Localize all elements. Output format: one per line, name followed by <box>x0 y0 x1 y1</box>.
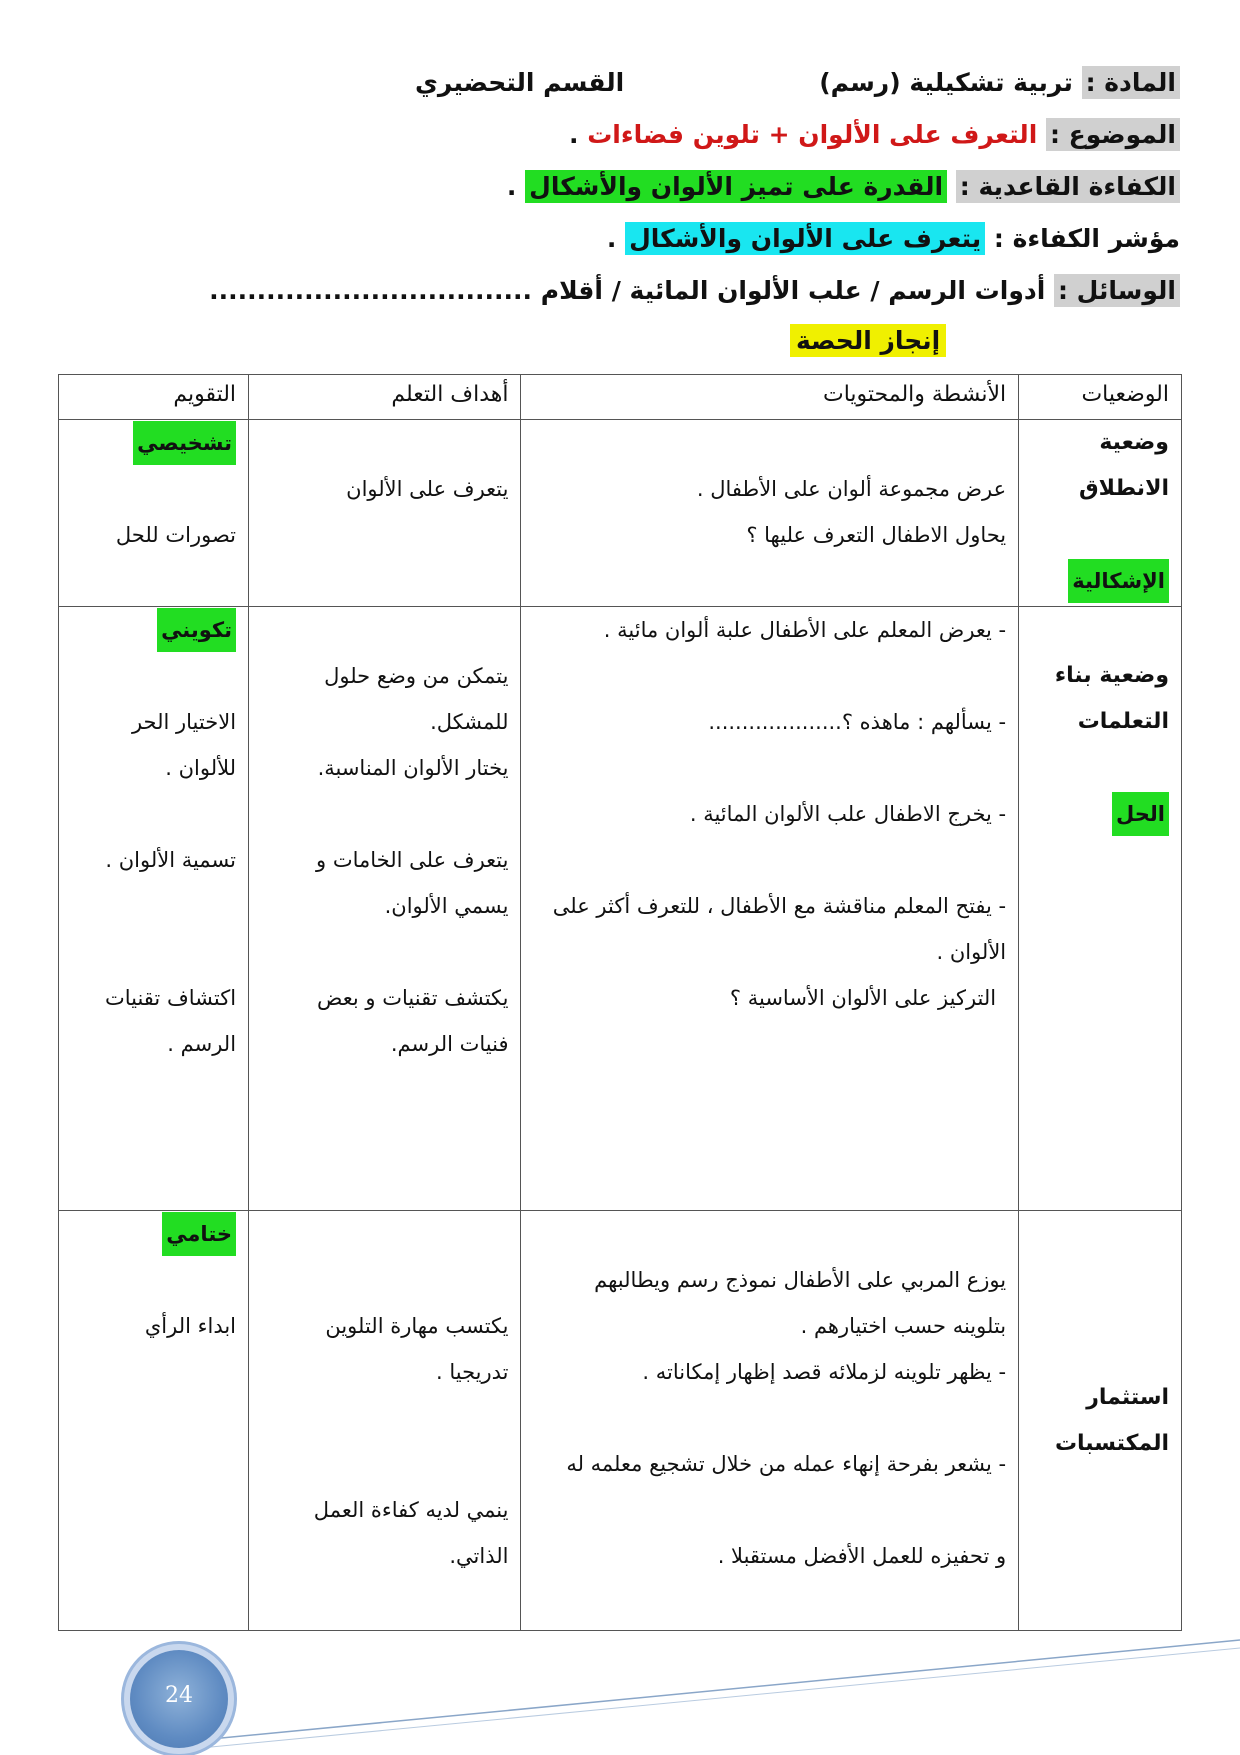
page-number: 24 <box>165 1683 193 1708</box>
situation-line: وضعية <box>1099 430 1169 455</box>
activity-text: يحاول الاطفال التعرف عليها ؟ <box>746 523 1007 547</box>
goal-text: فنيات الرسم. <box>390 1032 509 1056</box>
situation-line: المكتسبات <box>1054 1430 1169 1456</box>
topic-value: التعرف على الألوان + تلوين فضاءات <box>587 120 1038 149</box>
activity-text: - يفتح المعلم مناقشة مع الأطفال ، للتعرف أكثر على <box>552 894 1007 918</box>
activity-text: التركيز على الألوان الأساسية ؟ <box>729 986 997 1010</box>
goal-text: يتمكن من وضع حلول <box>324 664 509 688</box>
evaluation-text: تسمية الألوان . <box>105 848 237 872</box>
evaluation-tag: تكويني <box>157 608 236 652</box>
activity-text: - يسألهم : ماهذه ؟.................... <box>708 710 1007 734</box>
base-competency-value: القدرة على تميز الألوان والأشكال <box>525 170 947 203</box>
activity-text: الألوان . <box>936 940 1007 964</box>
topic-end: . <box>568 120 588 149</box>
goal-text: يكتسب مهارة التلوين <box>325 1314 509 1338</box>
situation-line: التعلمات <box>1077 709 1169 734</box>
evaluation-text: الاختيار الحر <box>131 710 237 734</box>
indicator-value: يتعرف على الألوان والأشكال <box>625 222 985 255</box>
indicator-label: مؤشر الكفاءة : <box>993 224 1180 253</box>
topic-label: الموضوع : <box>1046 118 1180 151</box>
activity-text: بتلوينه حسب اختيارهم . <box>800 1314 1007 1338</box>
subject-value: تربية تشكيلية (رسم) <box>819 68 1073 97</box>
activity-text: و تحفيزه للعمل الأفضل مستقبلا . <box>717 1544 1007 1568</box>
goal-text: يختار الألوان المناسبة. <box>317 756 509 780</box>
goal-text: يتعرف على الخامات و <box>316 848 509 872</box>
indicator-end: . <box>606 224 626 253</box>
goal-text: يتعرف على الألوان <box>346 477 509 501</box>
activity-text: - يخرج الاطفال علب الألوان المائية . <box>689 802 1007 826</box>
activity-text: - يعرض المعلم على الأطفال علبة ألوان مائية . <box>603 618 1007 642</box>
evaluation-text: تصورات للحل <box>115 523 237 547</box>
situation-line: الانطلاق <box>1079 476 1169 501</box>
col-header-goals: أهداف التعلم <box>249 375 521 420</box>
situation-line: وضعية بناء <box>1054 663 1169 688</box>
evaluation-text: الرسم . <box>167 1032 237 1056</box>
goal-text: يكتشف تقنيات و بعض <box>317 986 509 1010</box>
session-title-text: إنجاز الحصة <box>790 324 946 357</box>
col-header-evaluation: التقويم <box>59 375 249 420</box>
goal-text: ينمي لديه كفاءة العمل <box>313 1498 509 1522</box>
situation-line: استثمار <box>1086 1384 1169 1410</box>
activity-text: - يشعر بفرحة إنهاء عمله من خلال تشجيع معلمه له <box>566 1452 1007 1476</box>
activity-text: عرض مجموعة ألوان على الأطفال . <box>696 477 1007 501</box>
means-label: الوسائل : <box>1054 274 1180 307</box>
evaluation-tag: ختامي <box>162 1212 236 1256</box>
footer-rule-faint <box>180 1648 1240 1750</box>
evaluation-tag: تشخيصي <box>133 421 236 465</box>
evaluation-text: ابداء الرأي <box>144 1314 237 1338</box>
situation-tag: الإشكالية <box>1068 559 1169 603</box>
means-value: أدوات الرسم / علب الألوان المائية / أقلام .................................. <box>209 276 1046 305</box>
section-name: القسم التحضيري <box>415 68 625 97</box>
subject-label: المادة : <box>1082 66 1180 99</box>
goal-text: للمشكل. <box>430 710 509 734</box>
goal-text: الذاتي. <box>449 1544 509 1568</box>
goal-text: تدريجيا . <box>435 1360 509 1384</box>
base-competency-end: . <box>506 172 526 201</box>
col-header-situations: الوضعيات <box>1019 375 1182 420</box>
goal-text: يسمي الألوان. <box>384 894 509 918</box>
evaluation-text: للألوان . <box>165 756 237 780</box>
base-competency-label: الكفاءة القاعدية : <box>956 170 1180 203</box>
situation-tag: الحل <box>1112 792 1169 836</box>
evaluation-text: اكتشاف تقنيات <box>104 986 237 1010</box>
col-header-activities: الأنشطة والمحتويات <box>521 375 1019 420</box>
activity-text: يوزع المربي على الأطفال نموذج رسم ويطالبهم <box>594 1268 1007 1292</box>
footer-rule <box>180 1640 1240 1742</box>
activity-text: - يظهر تلوينه لزملائه قصد إظهار إمكاناته . <box>642 1360 1007 1384</box>
